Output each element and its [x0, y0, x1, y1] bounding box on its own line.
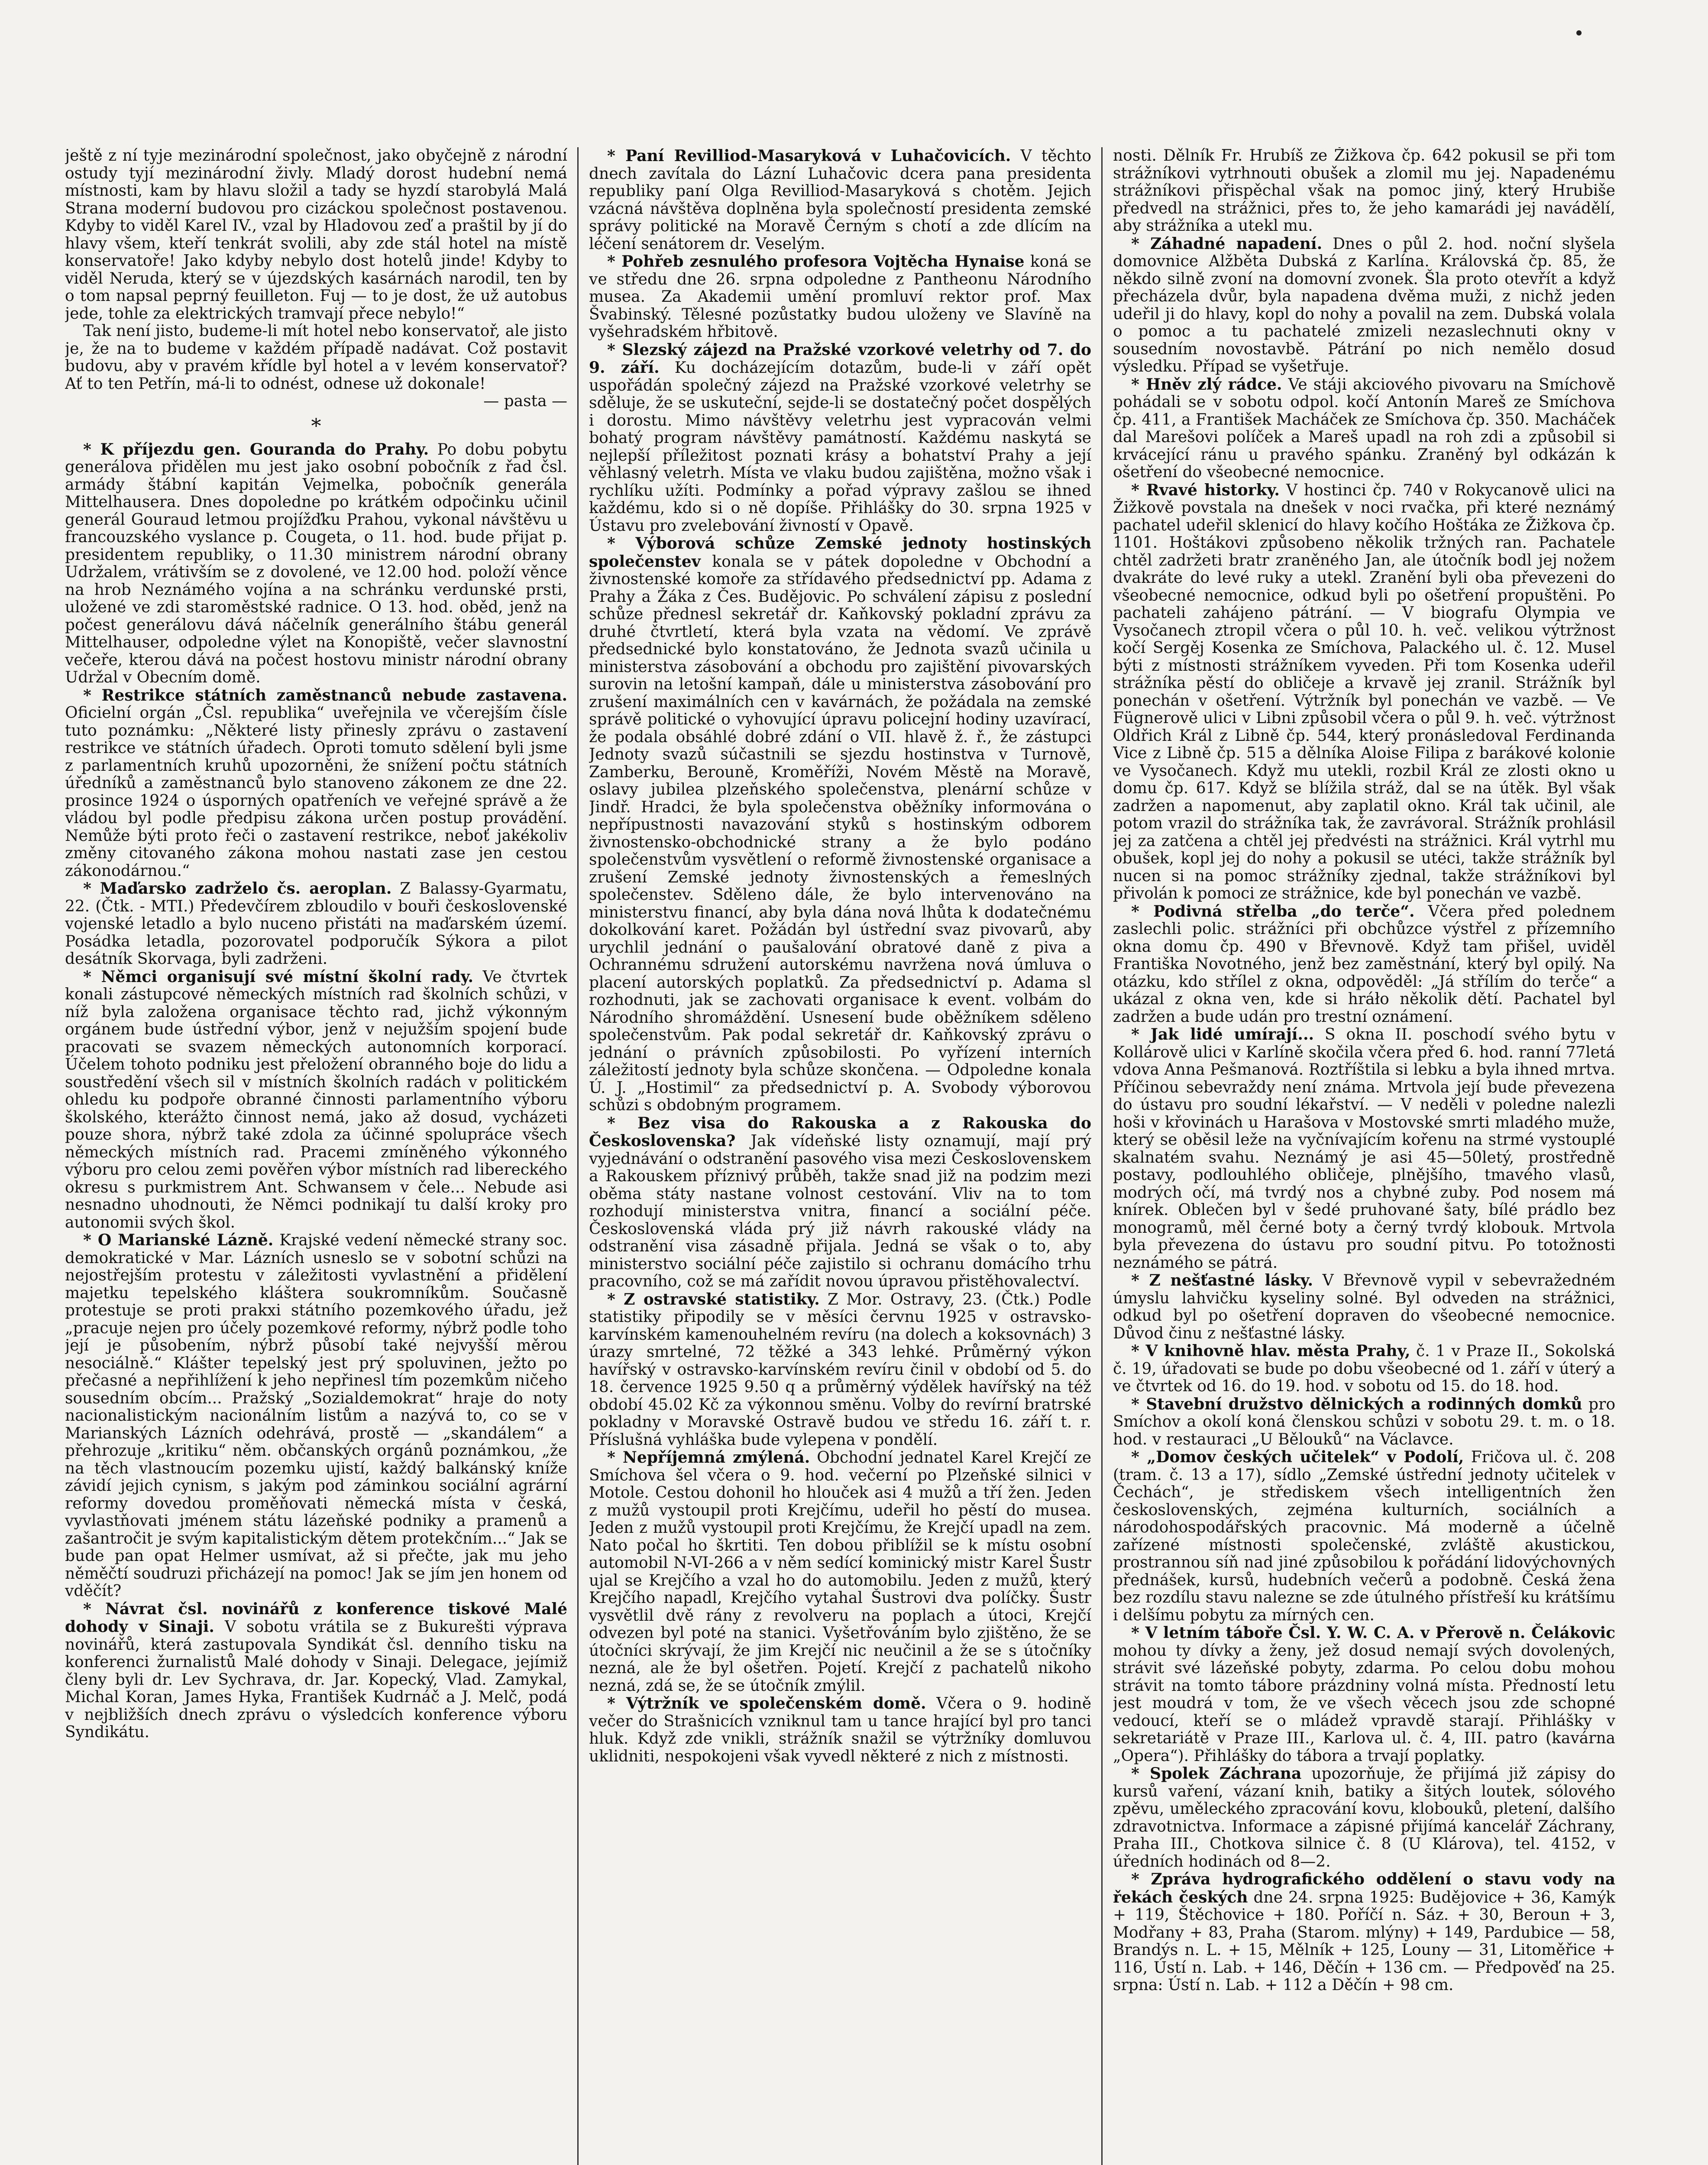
column-1 [65, 147, 567, 2165]
article-headline: * Hněv zlý rádce. [1131, 375, 1282, 394]
article-headline: * Paní Revilliod-Masaryková v Luhačovicích. [607, 147, 1011, 165]
article-text: Z Mor. Ostravy, 23. (Čtk.) Podle statistiky připodily se v měsíci červnu 1925 v ostravsko-karvínském kamenouhelném revíru (na dolech a koksovnách) 3 úrazy smrtelné, 72 těžké a 343 lehké. Průměrný výkon havířský v ostravsko-karvínském revíru činil v období od 5. do 18. července 1925 9.50 q a průměrný výdělek havířský na též období 45.02 Kč za výkonnou směnu. Volby do revírní bratrské pokladny v Moravské Ostravě budou ve středu 16. září t. r. Příslušná vyhláška bude vylepena v pondělí. [589, 1290, 1091, 1449]
article-continuation: nosti. Dělník Fr. Hrubíš ze Žižkova čp. 642 pokusil se při tom strážníkovi vytrhnouti obušek a zlomil mu jej. Napadenému strážníkovi přispěchal však na pomoc jiný, který Hrubiše předvedl na strážnici, přes to, že jeho kamarádi jej navádělí, aby strážníka a utekl mu. [1113, 147, 1615, 235]
article-text: č. 1 v Praze II., Sokolská č. 19, úřadovati se bude po dobu všeobecné od 1. září v úterý a ve čtvrtek od 16. do 19. hod. v sobotu od 15. do 18. hod. [1113, 1342, 1615, 1395]
article-hostinsti [589, 535, 1091, 1115]
article-statistika [589, 1291, 1091, 1449]
article-headline: * V letním táboře Čsl. Y. W. C. A. v Přerově n. Čelákovic [1131, 1624, 1615, 1642]
column-3 [1113, 147, 1615, 2165]
feuilleton-ending: ještě z ní tyje mezinárodní společnost, jako obyčejně z národní ostudy tyjí mezinárodní živly. Mladý dorost hudební nemá místnosti, kam by hlavu složil a tady se hyzdí starobylá Malá Strana moderní budovou pro cizáckou společnost postavenou. Kdyby to viděl Karel IV., vzal by Hladovou zeď a praštil by jí do hlavy všem, kteří tenkrát svolili, aby zde stál hotel na místě konservatoře! Jako kdyby nebylo dost hotelů jinde! Kdyby to viděl Neruda, který se v újezdských kasárnách narodil, ten by o tom napsal peprný feuilleton. Fuj — to je dost, že už autobus jede, tohle za elektrických tramvají přece nebylo!“ [65, 147, 567, 323]
article-text: Fričova ul. č. 208 (tram. č. 13 a 17), sídlo „Zemské ústřední jednoty učitelek v Čechách“, je střediskem všech intelligentních žen československých, zejména kulturních, sociálních a národohospodářských pracovnic. Má moderně a účelně zařízené místnosti společenské, zvláště akustickou, prostrannou síň nad jiné způsobilou k pořádání lidovýchovných přednášek, kursů, hudebních večerů a podobně. Česká žena bez rozdílu stavu nalezne se zde útulného přístřeší ku krátšímu i delšímu pobytu za mírných cen. [1113, 1448, 1615, 1624]
article-headline: * Nepříjemná zmýlená. [607, 1448, 810, 1467]
author-signature: — pasta — [483, 392, 567, 410]
article-text: Ve čtvrtek konali zástupcové německých místních rad školních schůzi, v níž byla založena organisace těchto rad, jichž výkonným orgánem bude ústřední výbor, jenž v nejužším spojení bude pracovati se svazem německých autonomních korporací. Účelem tohoto podniku jest přeložení obranného boje do lidu a soustředění všech sil v místních školních radách v politickém ohledu ku podpoře obranné činnosti parlamentního výboru školského, kterážto činnost nemá, jako až dosud, vycházeti pouze shora, nýbrž také zdola za účinné spolupráce všech německých místních rad. Pracemi zmíněného výkonného výboru pro celou zemi pověřen výbor místních rad libereckého okresu s purkmistrem Ant. Schwansem v čele... Nebude asi nesnadno uhodnouti, že Němci podnikají tu další kroky pro autonomii svých škol. [65, 968, 567, 1231]
article-text: Ku docházejícím dotazům, bude-li v září opět uspořádán společný zájezd na Pražské vzorkové veletrhy se sděluje, že se uskuteční, sejde-li se dostatečný počet dospělých i dorostu. Mimo návštěvy veletrhu jest vypracován velmi bohatý program návštěvy památností. Každému naskytá se nejlepší příležitost poznati krásy a bohatství Prahy a její věhlasný veletrh. Místa ve vlaku budou zajištěna, možno však i rychlíku užíti. Podmínky a pořad výpravy zašlou se ihned každému, kdo si o ně dopíše. Přihlášky do 30. srpna 1925 v Ústavu pro zvelebování živností v Opavě. [589, 359, 1091, 535]
article-hydrografie [1113, 1871, 1615, 1994]
article-text: V těchto dnech zavítala do Lázní Luhačovic dcera pana presidenta republiky paní Olga Revilliod-Masaryková s chotěm. Jejich vzácná návštěva doplněna byla společností presidenta zemské správy politické na Moravě Černým s chotí a zde dlícím na léčení senátorem dr. Veselým. [589, 147, 1091, 253]
article-text: Krajské vedení německé strany soc. demokratické v Mar. Lázních usneslo se v sobotní schůzi na nejostřejším protestu v záležitosti vyvlastnění a přidělení majetku tepelského kláštera soukromníkům. Současně protestuje se proti prakxi státního pozemkového úřadu, jež „pracuje nejen pro účely pozemkové reformy, nýbrž podle toho její je působením, nýbrž působí také nejvyšší měrou nesociálně.“ Klášter tepelský jest prý spoluvinen, ježto po přečasné a nepřihlížení k jeho nepřinesl tím pozemkům ničeho sousedním obcím... Pražský „Sozialdemokrat“ hraje do noty nacionalistickým nacionálním listům a nazývá to, co se v Marianských Lázních odehrává, prostě — „skandálem“ a přehrozuje „kritiku“ něm. občanských orgánů poznámkou, „že na těch vlastnoucím pozemku ujistí, každý balkánský kníže závidí jejich cynism, s jakým pod záminkou sociální agrární reformy dovedou proměňovati německá místa v česká, vyvlastňovati jménem státu lázeňské podniky a pramenů a zašantročit je svým kapitalistickým dětem protekčním...“ Jak se bude pan opat Helmer usmívat, až si přečte, jak mu jeho něměčtí soudruzi přicházejí na pomoc! Jak se jím jen honem od vděčít? [65, 1231, 567, 1600]
article-headline: * Z ostravské statistiky. [607, 1290, 820, 1309]
article-headline: * Maďarsko zadrželo čs. aeroplan. [83, 879, 392, 898]
article-knihovna [1113, 1342, 1615, 1396]
article-headline: * Výtržník ve společenském domě. [607, 1694, 926, 1713]
print-speck [1576, 30, 1582, 36]
article-zmylena [589, 1449, 1091, 1695]
article-text: dne 24. srpna 1925: Budějovice + 36, Kamýk + 119, Štěchovice + 180. Poříčí n. Sáz. + 30, Beroun + 3, Modřany + 83, Praha (Starom. mlýny) + 149, Pardubice — 58, Brandýs n. L. + 15, Mělník + 125, Louny — 31, Litoměřice + 116, Ústí n. Lab. + 146, Děčín + 136 cm. — Předpověď na 25. srpna: Ústí n. Lab. + 112 a Děčín + 98 cm. [1113, 1888, 1615, 1994]
article-revilliod [589, 147, 1091, 253]
article-text: upozorňuje, že přijímá již zápisy do kursů vaření, vázaní knih, batiky a šitých loutek, sólového zpěvu, uměleckého zpracování kovu, klobouků, pletení, dalšího zdravotnictva. Informace a zápisné přijímá kancelář Záchrany, Praha III., Chotkova silnice č. 8 (U Klárova), tel. 4152, v úředních hodinách od 8—2. [1113, 1765, 1615, 1871]
article-text: Oficielní orgán „Čsl. republika“ uveřejnila ve včerejším čísle tuto poznámku: „Některé listy přinesly zprávu o zastavení restrikce ve státních úřadech. Oproti tomuto sdělení byli jsme z parlamentních kruhů upozorněni, že snížení počtu státních úředníků a zaměstnanců bylo stanoveno zákonem ze dne 22. prosince 1924 o úsporných opatřeních ve veřejné správě a že vládou byl podle předpisu zákona určen postup provádění. Nemůže býti proto řeči o zastavení restrikce, neboť jakékoliv změny citovaného zákona mohou nastati zase jen cestou zákonodárnou.“ [65, 704, 567, 880]
article-veletrhy [589, 341, 1091, 535]
article-headline: * V knihovně hlav. města Prahy, [1131, 1342, 1410, 1360]
article-text: Z Balassy-Gyarmatu, 22. (Čtk. - MTI.) Předevčírem zbloudilo v bouři československé vojenské letadlo a bylo nuceno přistáti na maďarském území. Posádka letadla, pozorovatel podporučík Sýkora a pilot desátník Skorvaga, byli zadrženi. [65, 880, 567, 968]
article-headline: * Rvavé historky. [1131, 481, 1280, 499]
article-text: Ve stáji akciového pivovaru na Smíchově pohádali se v sobotu odpol. kočí Antonín Mareš ze Smíchova čp. 411, a František Macháček ze Smíchova čp. 350. Macháček dal Marešovi políček a Mareš upadl na roh zdi a způsobil si krvácející ránu u pravého spánku. Zraněný byl odkázán k ošetření do všeobecné nemocnice. [1113, 375, 1615, 481]
article-umiraji [1113, 1026, 1615, 1272]
article-headline: * Pohřeb zesnulého profesora Vojtěcha Hynaise [607, 252, 1025, 271]
article-text: koná se ve středu dne 26. srpna odpoledne z Pantheonu Národního musea. Za Akademii umění promluví rektor prof. Max Švabinský. Tělesné pozůstatky budou uloženy ve Slavíně na vyšehradském hřbitově. [589, 253, 1091, 341]
article-domov-ucitelek [1113, 1448, 1615, 1624]
article-headline: * Restrikce státních zaměstnanců nebude zastavena. [83, 686, 567, 704]
article-rvave-historky [1113, 481, 1615, 903]
feuilleton-closing: Tak není jisto, budeme-li mít hotel nebo konservatoř, ale jisto je, že na to budeme v každém případě nadávat. Což postavit budovu, aby v pravém křídle byl hotel a v levém konservatoř? Ať to ten Petřín, má-li to odnést, odnese už dokonale! [65, 322, 567, 393]
article-text: Obchodní jednatel Karel Krejčí ze Smíchova šel včera o 9. hod. večerní po Plzeňské silnici v Motole. Cestou dohonil ho hlouček asi 4 mužů a tří žen. Jeden z mužů vystoupil proti Krejčímu, udeřil ho pěstí do musea. Jeden z mužů vystoupil proti Krejčímu, že Krejčí upadl na zem. Nato počal ho škrtiti. Ten dobou přiblížil se k místu osobní automobil N-VI-266 a v něm sedící kominický mistr Karel Šustr ujal se Krejčího a vzal ho do automobilu. Jeden z mužů, který Krejčího napadl, Krejčího vytahal Šustrovi dva políčky. Šustr vysvětlil dvě rány z revolveru na poplach a útoci, Krejčí odvezen byl poté na stanici. Vyšetřováním bylo zjištěno, že se útočníci skrývají, že jim Krejčí nic neučinil a že se s útočníky nezná, ale že byl ošetřen. Pojetí. Krejčí z pachatelů nikoho nezná, zdá se, že se útočník zmýlil. [589, 1449, 1091, 1695]
article-text: Dnes o půl 2. hod. noční slyšela domovnice Alžběta Dubská z Karlína. Královská čp. 85, že někdo silně zvoní na domovní zvonek. Šla proto otevřít a když přecházela dvůr, byla napadena dvěma muži, z nichž jeden udeřil ji do hlavy, kopl do nohy a povalil na zem. Dubská volala o pomoc a tu pachatelé zmizeli nezaslechnuti okny v sousedním novostavbě. Pátrání po nich nemělo dosud výsledku. Případ se vyšetřuje. [1113, 235, 1615, 375]
article-headline: * Výborová schůze Zemské jednoty hostinských společenstev [589, 534, 1091, 571]
column-2 [589, 147, 1091, 2165]
article-headline: * Němci organisují své místní školní rady. [83, 967, 474, 986]
article-headline: * Spolek Záchrana [1131, 1764, 1302, 1783]
article-text: Včera před polednem zaslechli polic. strážníci při obchůzce výstřel z přízemního okna domu čp. 490 v Břevnově. Když tam přišel, uviděl Františka Novotného, jenž bez zaměstnání, který byl opilý. Na otázku, kdo střílel z okna, odpověděl: „Já střílím do terče“ a ukázal z okna ven, kde si hráło několik dětí. Pachatel byl zadržen a bude udán pro trestní oznámení. [1113, 902, 1615, 1026]
article-novinari [65, 1600, 567, 1742]
article-hnev [1113, 376, 1615, 481]
newspaper-page [65, 147, 1620, 2165]
article-text: Jak vídeňské listy oznamují, mají prý vyjednávání o odstranění pasového visa mezi Československem a Rakouskem příznivý průběh, takže snad již na podzim mezi oběma státy nastane volnost cestování. Vliv na to tom rozhodují ministerstva vnitra, financí a sociální péče. Československá vláda prý již návrh rakouské vlády na odstranění visa zásadně přijala. Jedná se však o to, aby ministerstvo sociální péče zajistilo si ochranu domácího trhu pracovního, což se má zařídit novou úpravou přistěhovalectví. [589, 1132, 1091, 1290]
article-text: S okna II. poschodí svého bytu v Kollárově ulici v Karlíně skočila včera před 6. hod. ranní 77letá vdova Anna Pešmanová. Roztříštila si lebku a byla ihned mrtva. Příčinou sebevraždy není známa. Mrtvola její bude převezena do ústavu pro soudní lékařství. — V neděli v poledne nalezli hoši v křovinách u Harašova v Mostovské smrti mladého muže, který se oběsil leže na vyčnívajícím kořenu na strmé vystouplé skalnatém svahu. Neznámý je asi 45—50letý, prostředně postavy, podlouhlého obličeje, plnějšího, tmavého vlasů, modrých očí, má tvrdý nos a chybné zuby. Pod nosem má knírek. Oblečen byl v šedé pruhované šaty, bílé prádlo bez monogramů, měl černé boty a černý tvrdý klobouk. Mrtvola byla převezena do ústavu pro soudní pitvu. Po totožnosti neznámého se pátrá. [1113, 1026, 1615, 1272]
article-hynais [589, 253, 1091, 341]
article-headline: * Slezský zájezd na Pražské vzorkové veletrhy od 7. do 9. září. [589, 340, 1091, 377]
article-text: Po dobu pobytu generálova přidělen mu jest jako osobní pobočník z řad čsl. armády štábní kapitán Vejmelka, pobočník generála Mittelhausera. Dnes dopoledne po krátkém odpočinku učinil generál Gouraud letmou projížďku Prahou, vykonal návštěvu u francouzského vyslance p. Cougeta, o 11. hod. bude přijat p. presidentem republiky, o 11.30 ministrem národní obrany Udržalem, vrátivším se z dovolené, ve 12.00 hod. položí věnce na hrob Neznámého vojína a na schránku verdunské prsti, uložené ve zdi staroměstské radnice. O 13. hod. oběd, jenž na počest generálovu dává náčelník generálního štábu generál Mittelhauser, odpoledne výlet na Konopiště, večer slavnostní večeře, kterou dává na počest hostovu ministr národní obrany Udržal v Obecním domě. [65, 440, 567, 686]
article-restrikce [65, 687, 567, 880]
article-laska [1113, 1272, 1615, 1342]
article-headline: * Záhadné napadení. [1131, 234, 1323, 253]
section-divider-star: * [311, 414, 321, 437]
article-ywca [1113, 1624, 1615, 1765]
article-headline: * Podivná střelba „do terče“. [1131, 902, 1415, 921]
article-headline: * O Marianské Lázně. [83, 1231, 274, 1249]
article-marianske-lazne [65, 1231, 567, 1600]
article-gouraud [65, 441, 567, 687]
article-druzstvo [1113, 1396, 1615, 1449]
article-headline: * „Domov českých učitelek“ v Podolí, [1131, 1448, 1464, 1466]
article-text: mohou ty dívky a ženy, jež dosud nemají svých dovolených, strávit své lázeňské pobyty, zdarma. Po celou dobu mohou strávit na tomto tábore prázdniny volná místa. Předností letu jest moudrá v tom, že ve všech věcech jsou zde schopné vedoucí, kteří se o mládež vpravdě starají. Přihlášky v sekretariátě v Praze III., Karlova ul. č. 4, III. patro (kavárna „Opera“). Přihlášky do tábora a trvají poplatky. [1113, 1642, 1615, 1765]
article-text: V Břevnově vypil v sebevražedném úmyslu lahvičku kyseliny solné. Byl odveden na strážnici, odkud byl po ošetření dopraven do všeobecné nemocnice. Důvod činu z nešťastné lásky. [1113, 1272, 1615, 1342]
article-text: Včera o 9. hodině večer do Strašnicích vzniknul tam u tance hrající byl pro tanci hluk. Když zde vnikli, strážník snažil se výtržníky domluvou uklidniti, nespokojeni však vyvedl některé z nich z místnosti. [589, 1695, 1091, 1765]
article-headline: * Jak lidé umírají... [1131, 1025, 1314, 1044]
article-strelba [1113, 903, 1615, 1026]
article-visa [589, 1115, 1091, 1291]
article-skolni-rady [65, 968, 567, 1232]
article-zachrana [1113, 1765, 1615, 1871]
article-vytrznik [589, 1695, 1091, 1765]
article-headline: * Zpráva hydrografického oddělení o stavu vody na řekách českých [1113, 1870, 1615, 1906]
column-rule [1101, 147, 1103, 2165]
column-rule [577, 147, 579, 2165]
article-headline: * Bez visa do Rakouska a z Rakouska do Československa? [589, 1114, 1091, 1150]
article-aeroplan [65, 880, 567, 968]
article-napadeni [1113, 235, 1615, 376]
article-headline: * Stavební družstvo dělnických a rodinných domků [1131, 1395, 1582, 1413]
article-headline: * Z nešťastné lásky. [1131, 1271, 1313, 1289]
article-headline: * Návrat čsl. novinářů z konference tiskové Malé dohody v Sinaji. [65, 1600, 567, 1636]
article-headline: * K příjezdu gen. Gouranda do Prahy. [83, 440, 429, 459]
article-text: pro Smíchov a okolí koná členskou schůzi v sobotu 29. t. m. o 18. hod. v restauraci „U Bělouků“ na Václavce. [1113, 1395, 1615, 1448]
article-text: V sobotu vrátila se z Bukurešti výprava novinářů, která zastupovala Syndikát čsl. denního tisku na konferenci žurnalistů Malé dohody v Sinaji. Delegace, jejímiž členy byli dr. Lev Sychrava, dr. Jar. Kopecký, Vlad. Zamykal, Michal Koran, James Hyka, František Kudrnáč a J. Melč, podá v nejbližších dnech zprávu o výsledcích konference výboru Syndikátu. [65, 1618, 567, 1741]
article-text: konala se v pátek dopoledne v Obchodní a živnostenské komoře za střídavého předsednictví pp. Adama z Prahy a Žáka z Čes. Budějovic. Po schválení zápisu z poslední schůze přednesl sekretář dr. Kaňkovský pokladní zprávu za druhé čtvrtletí, která byla vzata na vědomí. Ve zprávě předsednické bylo konstatováno, že Jednota svazů učinila u ministerstva zásobování a obchodu pro zajištění pivovarských surovin na letošní kampaň, dále u ministerstva zásobování pro zrušení maximálních cen v kavárnách, že požádala na zemské správě politické o vyhovující úpravu policejní hodiny uzavírací, že podala obsáhlé dobré zdání o VII. hlavě ž. ř., že zástupci Jednoty svazů súčastnili se sjezdu hostinstva v Turnově, Zamberku, Berouně, Kroměříži, Novém Městě na Moravě, oslavy jubilea plzeňského společenstva, plenární schůze v Jindř. Hradci, že byla společenstva oběžníky informována o nepřípustnosti navazování styků s hostinským odborem živnostensko-obchodnické strany a že bylo podáno společenstvům vysvětlení o reformě živnostenské organisace a zrušení Zemské jednoty živnostenských a řemeslných společenstev. Sděleno dále, že bylo intervenováno na ministerstvu financí, aby byla dána nová lhůta k dodatečnému dokolkování karet. Požádán byl ústřední svaz pivovarů, aby urychlil jednání o paušalování obratové daně z piva a Ochrannému sdružení autorskému navržena nová úmluva o placení autorských poplatků. Za předsednictví p. Adama sl rozhodnuti, jak se zachovati organisace k event. volbám do Národního shromáždění. Usnesení bude oběžníkem sděleno společenstvům. Pak podal sekretář dr. Kaňkovský zprávu o jednání o právních způsobilosti. Po vyřízení interních záležitostí jednoty byla schůze skončena. — Odpoledne konala Ú. J. „Hostimil“ za předsednictví p. A. Svobody výborovou schůzi s obdobným programem. [589, 553, 1091, 1114]
article-text: V hostinci čp. 740 v Rokycanově ulici na Žižkově povstala na dnešek v noci rvačka, při které neznámý pachatel udeřil sklenicí do hlavy kočího Hoštáka ze Žižkova čp. 1101. Hoštákovi způsobeno několik tržných ran. Pachatele chtěl zadržeti bratr zraněného Jan, ale útočník bodl jej nožem dvakráte do levé ruky a utekl. Zranění byli oba převezeni do všeobecné nemocnice, odkud byli po ošetření propuštěni. Po pachateli zahájeno pátrání. — V biografu Olympia ve Vysočanech ztropil včera o půl 10. h. več. velikou výtržnost kočí Sergěj Kosenka ze Smíchova, Palackého ul. č. 12. Musel býti z místnosti strážníkem vyveden. Při tom Kosenka udeřil strážníka pěstí do obličeje a krvavě jej zranil. Strážník byl ponechán v ošetření. Výtržník byl ponechán ve vazbě. — Ve Fügnerově ulici v Libni způsobil včera o půl 9. h. več. výtržnost Oldřich Král z Libně čp. 544, který pronásledoval Ferdinanda Vice z Libně čp. 515 a dělníka Aloise Filipa z barákové kolonie ve Vysočanech. Když mu utekli, rozbil Král ze zlosti okno u domu čp. 617. Když se blížila stráž, dal se na útěk. Byl však zadržen a napomenut, aby zaplatil okno. Král tak učinil, ale potom vrazil do strážníka tak, že zavrávoral. Strážník prohlásil jej za zatčena a chtěl jej předvésti na strážnici. Král vytrhl mu obušek, kopl jej do nohy a pokusil se utéci, takže strážník byl nucen si na pomoc strážníky zjednal, takže strážníkovi byl přivolán k pomoci ze strážnice, kde byl ponechán ve vazbě. [1113, 481, 1615, 902]
